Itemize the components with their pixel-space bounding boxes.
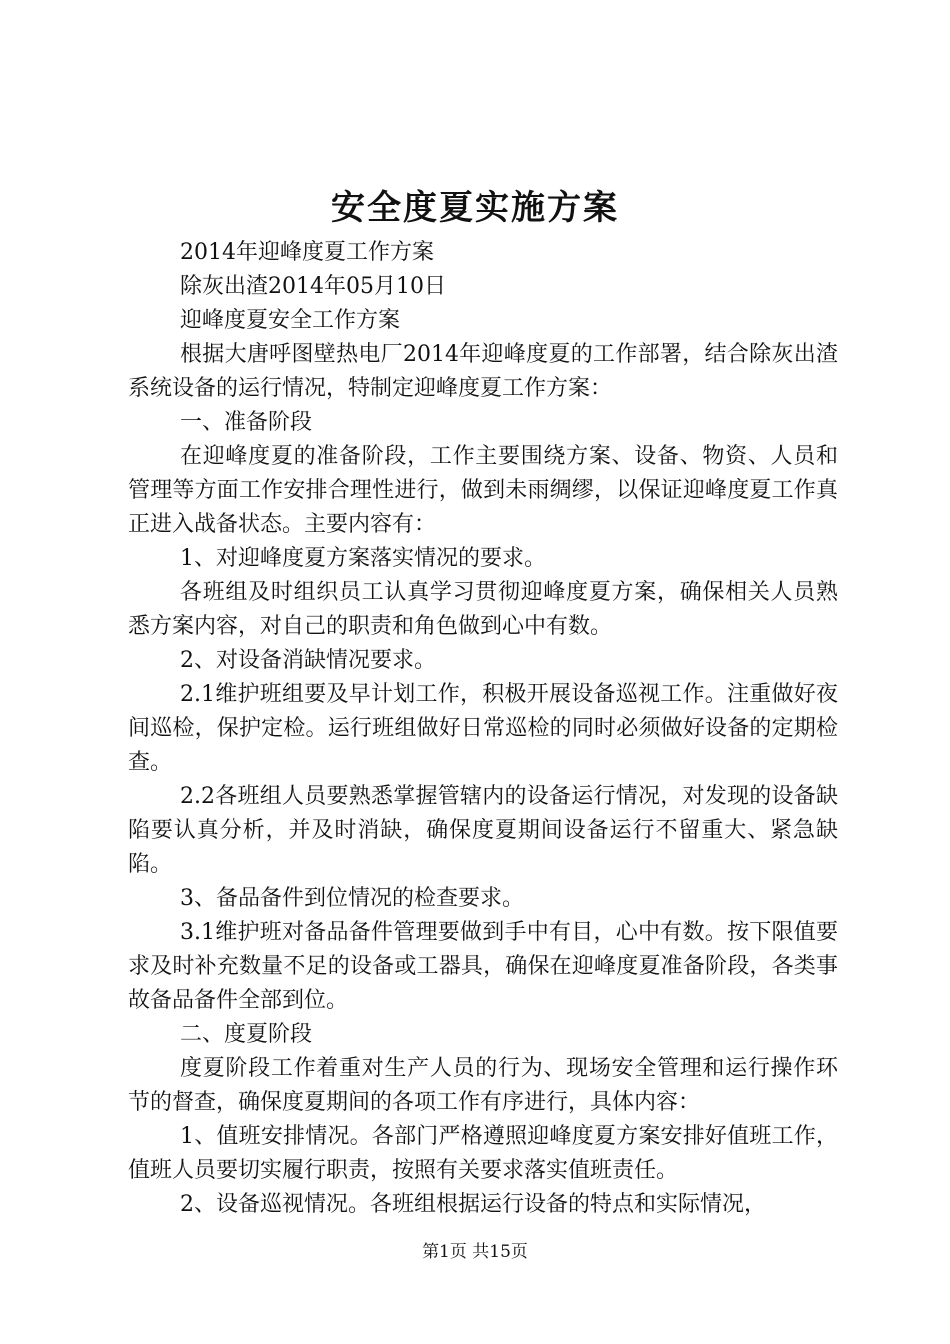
section-heading: 二、度夏阶段 bbox=[180, 1022, 313, 1047]
document-title: 安全度夏实施方案 bbox=[331, 188, 619, 228]
paragraph: 2014年迎峰度夏工作方案 bbox=[180, 240, 434, 265]
paragraph: 度夏阶段工作着重对生产人员的行为、现场安全管理和运行操作环节的督查，确保度夏期间的各项工作有序进行，具体内容： bbox=[128, 1056, 838, 1115]
paragraph: 在迎峰度夏的准备阶段，工作主要围绕方案、设备、物资、人员和管理等方面工作安排合理性进行，做到未雨绸缪，以保证迎峰度夏工作真正进入战备状态。主要内容有： bbox=[128, 444, 838, 537]
paragraph: 1、值班安排情况。各部门严格遵照迎峰度夏方案安排好值班工作，值班人员要切实履行职责，按照有关要求落实值班责任。 bbox=[128, 1124, 838, 1183]
paragraph: 各班组及时组织员工认真学习贯彻迎峰度夏方案，确保相关人员熟悉方案内容，对自己的职责和角色做到心中有数。 bbox=[128, 580, 838, 639]
paragraph: 1、对迎峰度夏方案落实情况的要求。 bbox=[180, 546, 546, 571]
paragraph: 3.1维护班对备品备件管理要做到手中有目，心中有数。按下限值要求及时补充数量不足的设备或工器具，确保在迎峰度夏准备阶段，各类事故备品备件全部到位。 bbox=[128, 920, 838, 1013]
page-number-footer: 第1页 共15页 bbox=[422, 1242, 528, 1262]
paragraph: 3、备品备件到位情况的检查要求。 bbox=[180, 886, 524, 911]
paragraph: 2.1维护班组要及早计划工作，积极开展设备巡视工作。注重做好夜间巡检，保护定检。运行班组做好日常巡检的同时必须做好设备的定期检查。 bbox=[128, 682, 838, 775]
paragraph: 2、对设备消缺情况要求。 bbox=[180, 648, 436, 673]
document-body bbox=[128, 236, 838, 1222]
paragraph: 迎峰度夏安全工作方案 bbox=[180, 308, 401, 333]
section-heading: 一、准备阶段 bbox=[180, 410, 313, 435]
paragraph: 根据大唐呼图壁热电厂2014年迎峰度夏的工作部署，结合除灰出渣系统设备的运行情况，特制定迎峰度夏工作方案： bbox=[128, 342, 838, 401]
paragraph: 除灰出渣2014年05月10日 bbox=[180, 274, 446, 299]
paragraph: 2.2各班组人员要熟悉掌握管辖内的设备运行情况，对发现的设备缺陷要认真分析，并及时消缺，确保度夏期间设备运行不留重大、紧急缺陷。 bbox=[128, 784, 838, 877]
paragraph: 2、设备巡视情况。各班组根据运行设备的特点和实际情况， bbox=[180, 1192, 766, 1217]
